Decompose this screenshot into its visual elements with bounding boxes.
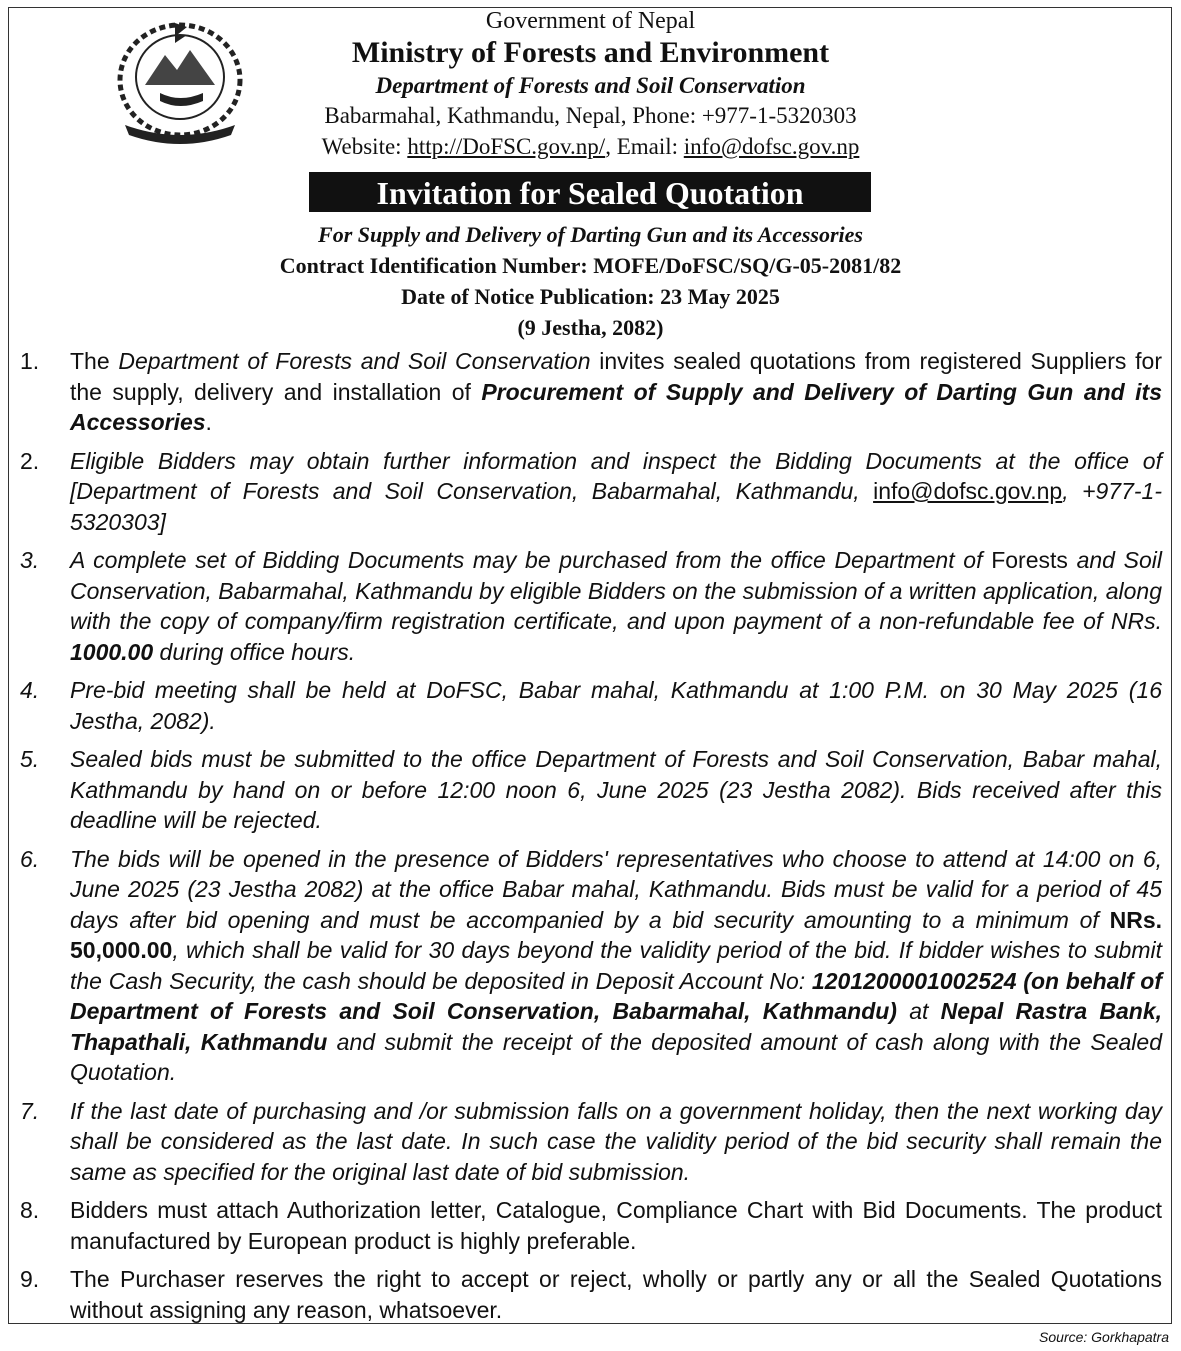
list-item: 1. The Department of Forests and Soil Conservation invites sealed quotations from registered Suppliers for the supply, delivery and installation of Procurement of Supply and Delivery of Darting Gun and its Accessories. [20,348,1162,435]
website-label: Website: [321,134,408,159]
source-credit: Source: Gorkhapatra [1039,1329,1169,1345]
list-item: 4. Pre-bid meeting shall be held at DoFSC, Babar mahal, Kathmandu at 1:00 P.M. on 30 May 2025 (16 Jestha, 2082). [20,677,1162,734]
department-name: Department of Forests and Soil Conservation [375,73,806,98]
website-link[interactable]: http://DoFSC.gov.np/ [407,134,606,159]
list-item: 8. Bidders must attach Authorization letter, Catalogue, Compliance Chart with Bid Documents. The product manufactured by European product is highly preferable. [20,1197,1162,1254]
item-number: 1. [20,348,40,374]
item-number: 2. [20,447,40,474]
list-item: 9. The Purchaser reserves the right to accept or reject, wholly or partly any or all the Sealed Quotations without assigning any reason, whatsoever. [20,1266,1162,1323]
item-number: 9. [20,1266,40,1292]
notice-subtitle: For Supply and Delivery of Darting Gun and its Accessories [318,222,863,247]
item-number: 6. [20,845,40,872]
list-item: 7. If the last date of purchasing and /or submission falls on a government holiday, then the next working day shall be considered as the last date. In such case the validity period of the bid security shall remain the same as specified for the original last date of bid submission. [20,1097,1162,1185]
list-item: 6. The bids will be opened in the presence of Bidders' representatives who choose to attend at 14:00 on 6, June 2025 (23 Jestha 2082) at the office Babar mahal, Kathmandu. Bids must be valid for a period of 45 days after bid opening and must be accompanied by a bid security amounting to a minimum of NRs. 50,000.00, which shall be valid for 30 days beyond the validity period of the bid. If bidder wishes to submit the Cash Security, the cash should be deposited in Deposit Account No: 1201200001002524 (on behalf of Department of Forests and Soil Conservation, Babarmahal, Kathmandu) at Nepal Rastra Bank, Thapathali, Kathmandu and submit the receipt of the deposited amount of cash along with the Sealed Quotation. [20,845,1163,1085]
item-number: 3. [20,547,40,573]
email-label: , Email: [605,134,684,159]
notice-items [20,346,1162,1333]
contract-number: Contract Identification Number: MOFE/DoFSC/SQ/G-05-2081/82 [279,253,902,278]
notice-title: Invitation for Sealed Quotation [309,172,871,212]
ministry-title: Ministry of Forests and Environment [351,36,830,69]
item-number: 4. [20,677,40,703]
contact-line [0,134,1181,160]
publication-date: Date of Notice Publication: 23 May 2025 [401,284,780,309]
item-number: 5. [20,746,40,772]
list-item: 3. A complete set of Bidding Documents may be purchased from the office Department of Forests and Soil Conservation, Babarmahal, Kathmandu by eligible Bidders on the submission of a written application, along with the copy of company/firm registration certificate, and upon payment of a non-refundable fee of NRs. 1000.00 during office hours. [20,547,1162,665]
email-link[interactable]: info@dofsc.gov.np [873,478,1063,504]
government-line: Government of Nepal [485,8,696,34]
item-number: 7. [20,1097,40,1124]
email-link[interactable]: info@dofsc.gov.np [683,134,860,159]
list-item: 5. Sealed bids must be submitted to the office Department of Forests and Soil Conservation, Babar mahal, Kathmandu by hand on or before 12:00 noon 6, June 2025 (23 Jestha 2082). Bids received after this deadline will be rejected. [20,746,1162,833]
item-number: 8. [20,1197,40,1223]
address-line: Babarmahal, Kathmandu, Nepal, Phone: +977-1-5320303 [324,103,857,128]
list-item: 2. Eligible Bidders may obtain further information and inspect the Bidding Documents at the office of [Department of Forests and Soil Conservation, Babarmahal, Kathmandu, info@dofsc.gov.np, +977-1-5320303] [20,447,1162,535]
publication-date-nepali: (9 Jestha, 2082) [517,315,664,340]
